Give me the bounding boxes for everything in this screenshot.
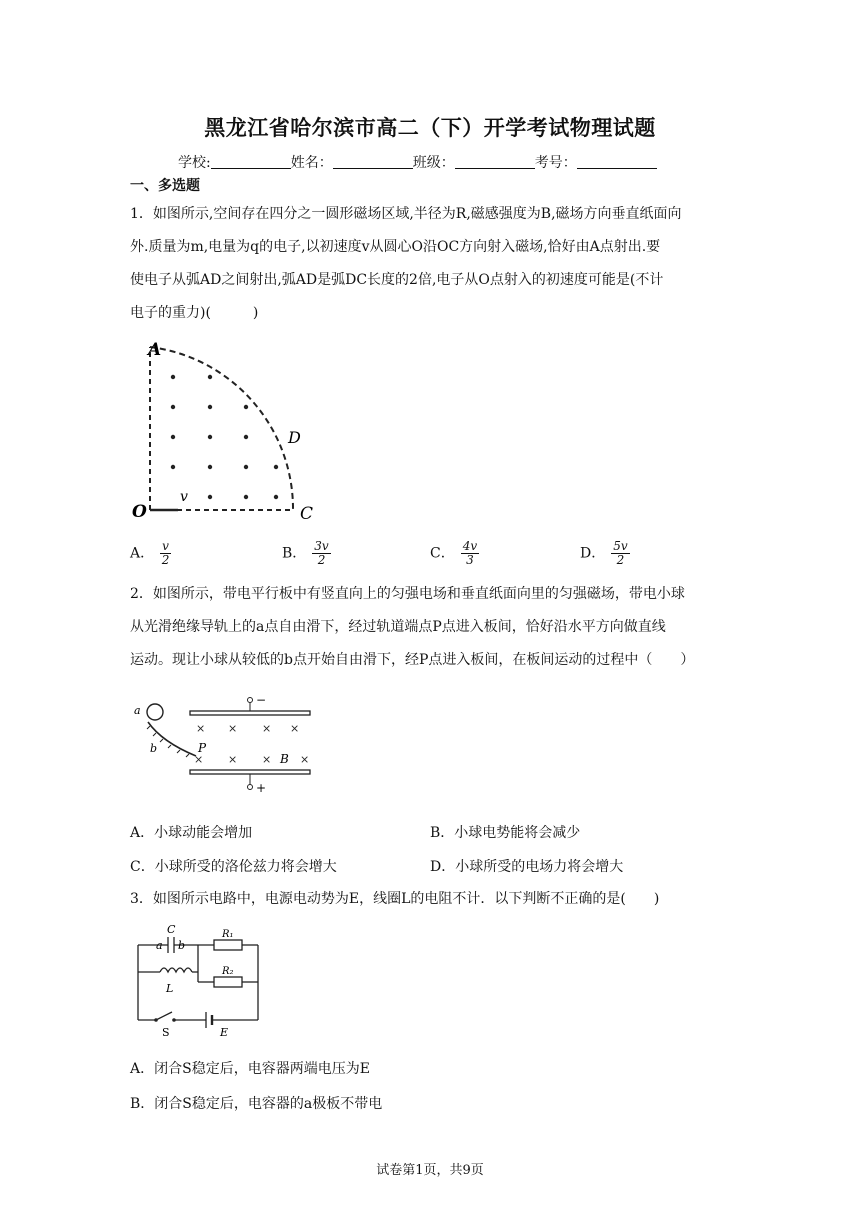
- q3-label-e: E: [220, 1026, 229, 1039]
- q2-option-a[interactable]: A．小球动能会增加: [130, 825, 253, 841]
- q2-option-b[interactable]: B．小球电势能将会减少: [430, 825, 581, 841]
- q3-label-a: a: [156, 939, 163, 952]
- question-3-text: [130, 883, 742, 916]
- page-footer: 试卷第1页，共9页: [376, 1163, 484, 1178]
- q3-label-c: C: [167, 923, 176, 936]
- q2-label-p: P: [198, 741, 207, 755]
- svg-text:×: ×: [228, 753, 238, 766]
- q3-label-s: S: [162, 1026, 170, 1039]
- q1-option-d[interactable]: D． $\frac{5v}{2}$: [580, 539, 628, 567]
- number-blank: [577, 154, 657, 169]
- q1-label-a: A: [148, 340, 162, 360]
- q1-arc: [150, 347, 293, 510]
- q1-label-v: v: [180, 489, 188, 505]
- q3-option-b[interactable]: B．闭合S稳定后，电容器的a极板不带电: [130, 1096, 383, 1112]
- q2-field-crosses: [194, 722, 309, 766]
- svg-text:×: ×: [196, 722, 206, 735]
- school-label: 学校:: [178, 155, 211, 171]
- q2-label-minus: −: [256, 693, 267, 707]
- q1-line: 使电子从弧AD之间射出,弧AD是弧DC长度的2倍,电子从O点射入的初速度可能是(不计: [130, 272, 664, 288]
- q3-circuit-figure: [130, 920, 270, 1040]
- q2-bottom-plate: [190, 770, 310, 774]
- q1-option-c[interactable]: C． $\frac{4v}{3}$: [430, 539, 478, 567]
- svg-text:×: ×: [300, 753, 310, 766]
- q2-label-b: b: [150, 742, 158, 755]
- question-2-text: [130, 578, 742, 677]
- q1-option-b[interactable]: B． $\frac{3v}{2}$: [282, 539, 329, 567]
- q3-label-r2: R₂: [222, 966, 234, 977]
- question-1-text: [130, 198, 742, 330]
- q3-label-r1: R₁: [222, 929, 234, 940]
- q2-line: 从光滑绝缘导轨上的a点自由滑下，经过轨道端点P点进入板间，恰好沿水平方向做直线: [130, 619, 666, 635]
- q1-label-d: D: [288, 428, 301, 447]
- q2-option-c[interactable]: C．小球所受的洛伦兹力将会增大: [130, 859, 337, 875]
- q2-label-plus: +: [256, 781, 267, 795]
- q2-option-d[interactable]: D．小球所受的电场力将会增大: [430, 859, 624, 875]
- svg-text:×: ×: [262, 722, 272, 735]
- school-blank: [211, 154, 291, 169]
- class-blank: [455, 154, 535, 169]
- q1-magnetic-field-figure: [128, 335, 328, 525]
- q1-line: 外.质量为m,电量为q的电子,以初速度v从圆心O沿OC方向射入磁场,恰好由A点射出.要: [130, 239, 661, 255]
- q2-label-field: B: [280, 752, 289, 766]
- section-heading: 一、多选题: [130, 178, 200, 194]
- q3-line: 3．如图所示电路中，电源电动势为E，线圈L的电阻不计．以下判断不正确的是( ): [130, 891, 660, 907]
- q1-line: 1．如图所示,空间存在四分之一圆形磁场区域,半径为R,磁感强度为B,磁场方向垂直纸面向: [130, 206, 682, 222]
- svg-text:×: ×: [290, 722, 300, 735]
- svg-text:×: ×: [194, 753, 204, 766]
- page-title: 黑龙江省哈尔滨市高二（下）开学考试物理试题: [204, 116, 656, 140]
- name-blank: [333, 154, 413, 169]
- student-info-line: [178, 152, 657, 172]
- number-label: 考号：: [534, 155, 577, 171]
- q1-line: 电子的重力)( ): [130, 305, 259, 321]
- q2-ball: [147, 704, 163, 720]
- class-label: 班级：: [412, 155, 455, 171]
- q2-line: 运动。现让小球从较低的b点开始自由滑下，经P点进入板间，在板间运动的过程中（ ）: [130, 652, 695, 668]
- q1-label-c: C: [300, 504, 314, 524]
- svg-text:×: ×: [228, 722, 238, 735]
- q2-line: 2．如图所示，带电平行板中有竖直向上的匀强电场和垂直纸面向里的匀强磁场，带电小球: [130, 586, 685, 602]
- name-label: 姓名：: [290, 155, 333, 171]
- q2-parallel-plate-figure: [130, 690, 320, 800]
- q2-label-a: a: [134, 704, 141, 717]
- q3-label-b: b: [178, 939, 186, 952]
- q1-field-dots: [171, 375, 278, 499]
- q3-label-l: L: [166, 982, 174, 995]
- q1-option-a[interactable]: A． $\frac{v}{2}$: [130, 539, 170, 567]
- q2-top-plate: [190, 711, 310, 715]
- q3-option-a[interactable]: A．闭合S稳定后，电容器两端电压为E: [130, 1061, 370, 1077]
- svg-text:×: ×: [262, 753, 272, 766]
- q1-label-o: O: [132, 502, 147, 522]
